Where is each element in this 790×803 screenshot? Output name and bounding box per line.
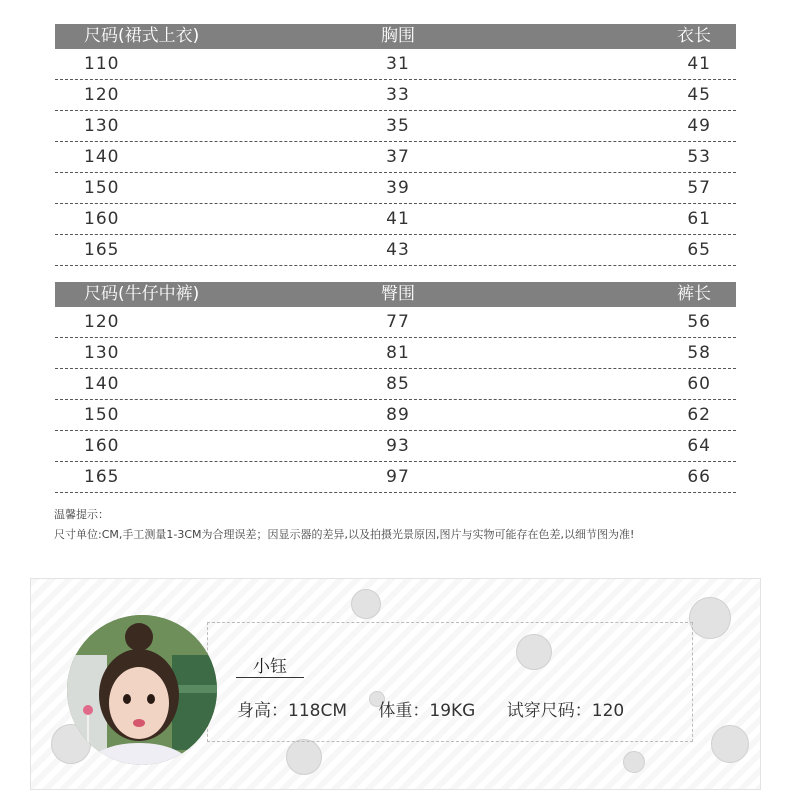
decor-dot xyxy=(711,725,749,763)
cell-chest: 39 xyxy=(386,178,410,198)
table-row xyxy=(55,338,736,369)
tips-title: 温馨提示： xyxy=(54,508,109,521)
table-row xyxy=(55,369,736,400)
table-row xyxy=(55,431,736,462)
decor-dot xyxy=(351,589,381,619)
cell-pants-length: 64 xyxy=(687,436,711,456)
table-row xyxy=(55,204,736,235)
cell-pants-length: 66 xyxy=(687,467,711,487)
table-row xyxy=(55,142,736,173)
cell-size: 110 xyxy=(84,54,120,74)
top-table-header xyxy=(55,24,736,49)
table-row xyxy=(55,49,736,80)
bottom-size-table xyxy=(55,282,736,493)
model-weight: 体重：19KG xyxy=(378,701,476,721)
cell-length: 61 xyxy=(687,209,711,229)
cell-pants-length: 56 xyxy=(687,312,711,332)
cell-size: 160 xyxy=(84,436,120,456)
model-size: 试穿尺码：120 xyxy=(506,701,625,721)
header-hip: 臀围 xyxy=(381,284,415,304)
bottom-table-header xyxy=(55,282,736,307)
header-size: 尺码(裙式上衣) xyxy=(84,26,200,46)
model-info-label xyxy=(207,622,693,742)
cell-chest: 41 xyxy=(386,209,410,229)
tips-text: 尺寸单位:CM,手工测量1-3CM为合理误差；因显示器的差异,以及拍摄光景原因,图片与实物可能存在色差,以细节图为准! xyxy=(54,528,635,541)
cell-length: 45 xyxy=(687,85,711,105)
table-row xyxy=(55,235,736,266)
table-row xyxy=(55,307,736,338)
cell-chest: 43 xyxy=(386,240,410,260)
cell-chest: 33 xyxy=(386,85,410,105)
cell-hip: 81 xyxy=(386,343,410,363)
name-underline xyxy=(236,677,304,678)
cell-hip: 89 xyxy=(386,405,410,425)
cell-pants-length: 58 xyxy=(687,343,711,363)
cell-size: 150 xyxy=(84,178,120,198)
header-pants-length: 裤长 xyxy=(677,284,711,304)
model-stats xyxy=(237,696,650,721)
cell-pants-length: 62 xyxy=(687,405,711,425)
cell-length: 57 xyxy=(687,178,711,198)
cell-size: 130 xyxy=(84,116,120,136)
cell-hip: 85 xyxy=(386,374,410,394)
cell-hip: 97 xyxy=(386,467,410,487)
cell-size: 165 xyxy=(84,467,120,487)
cell-length: 65 xyxy=(687,240,711,260)
table-row xyxy=(55,80,736,111)
table-row xyxy=(55,173,736,204)
cell-size: 140 xyxy=(84,374,120,394)
cell-pants-length: 60 xyxy=(687,374,711,394)
cell-chest: 31 xyxy=(386,54,410,74)
cell-size: 130 xyxy=(84,343,120,363)
cell-chest: 35 xyxy=(386,116,410,136)
table-row xyxy=(55,400,736,431)
header-size: 尺码(牛仔中裤) xyxy=(84,284,200,304)
decor-dot xyxy=(286,739,322,775)
cell-hip: 77 xyxy=(386,312,410,332)
cell-size: 120 xyxy=(84,312,120,332)
cell-length: 49 xyxy=(687,116,711,136)
header-chest: 胸围 xyxy=(381,26,415,46)
table-row xyxy=(55,462,736,493)
decor-dot xyxy=(689,597,731,639)
table-row xyxy=(55,111,736,142)
header-length: 衣长 xyxy=(677,26,711,46)
decor-dot xyxy=(623,751,645,773)
cell-size: 150 xyxy=(84,405,120,425)
cell-length: 41 xyxy=(687,54,711,74)
model-height: 身高：118CM xyxy=(237,701,347,721)
cell-hip: 93 xyxy=(386,436,410,456)
model-name: 小钰 xyxy=(253,657,287,677)
top-size-table xyxy=(55,24,736,266)
cell-chest: 37 xyxy=(386,147,410,167)
cell-size: 165 xyxy=(84,240,120,260)
cell-size: 120 xyxy=(84,85,120,105)
cell-length: 53 xyxy=(687,147,711,167)
cell-size: 140 xyxy=(84,147,120,167)
model-avatar xyxy=(67,615,217,765)
child-photo-icon xyxy=(67,615,217,765)
model-card xyxy=(30,578,761,790)
cell-size: 160 xyxy=(84,209,120,229)
